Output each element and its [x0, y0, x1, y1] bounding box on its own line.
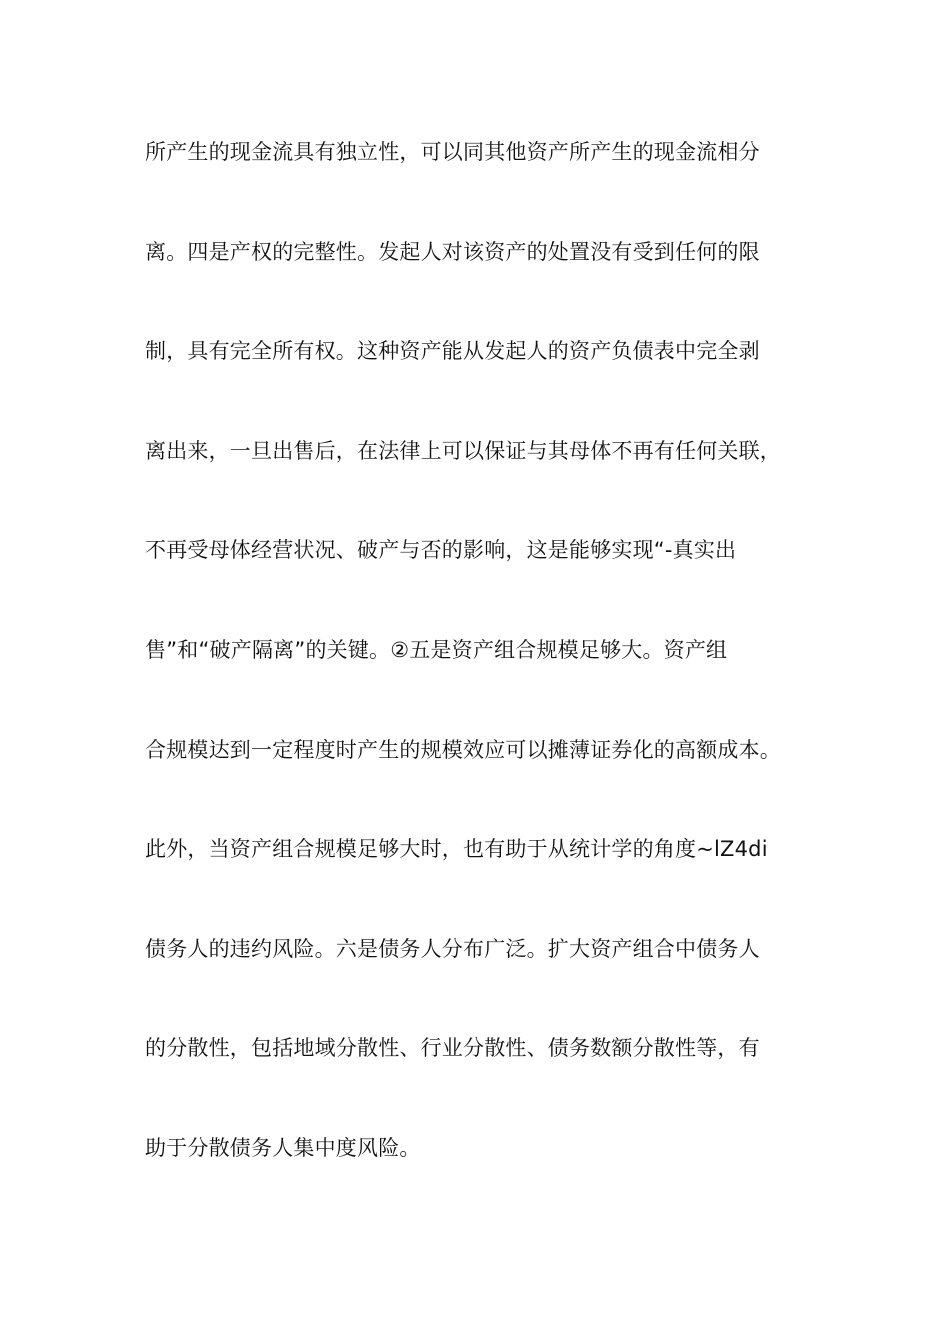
text-line: 债务人的违约风险。六是债务人分布广泛。扩大资产组合中债务人 — [145, 936, 760, 961]
text-line: 的分散性，包括地域分散性、行业分散性、债务数额分散性等，有 — [145, 1036, 760, 1061]
text-line: 离出来，一旦出售后，在法律上可以保证与其母体不再有任何关联， — [145, 438, 781, 463]
text-line: 所产生的现金流具有独立性，可以同其他资产所产生的现金流相分 — [145, 140, 760, 164]
body-text — [145, 130, 845, 1226]
text-line: 此外，当资产组合规模足够大时，也有助于从统计学的角度~lZ4di — [145, 837, 768, 862]
text-line: 离。四是产权的完整性。发起人对该资产的处置没有受到任何的限 — [145, 239, 760, 264]
text-line: 助于分散债务人集中度风险。 — [145, 1135, 421, 1160]
text-line: 售”和“破产隔离”的关键。②五是资产组合规模足够大。资产组 — [145, 637, 728, 662]
text-line: 不再受母体经营状况、破产与否的影响，这是能够实现“-真实出 — [145, 538, 737, 563]
text-line: 制，具有完全所有权。这种资产能从发起人的资产负债表中完全剥 — [145, 339, 760, 364]
text-line: 合规模达到一定程度时产生的规模效应可以摊薄证券化的高额成本。 — [145, 737, 781, 762]
